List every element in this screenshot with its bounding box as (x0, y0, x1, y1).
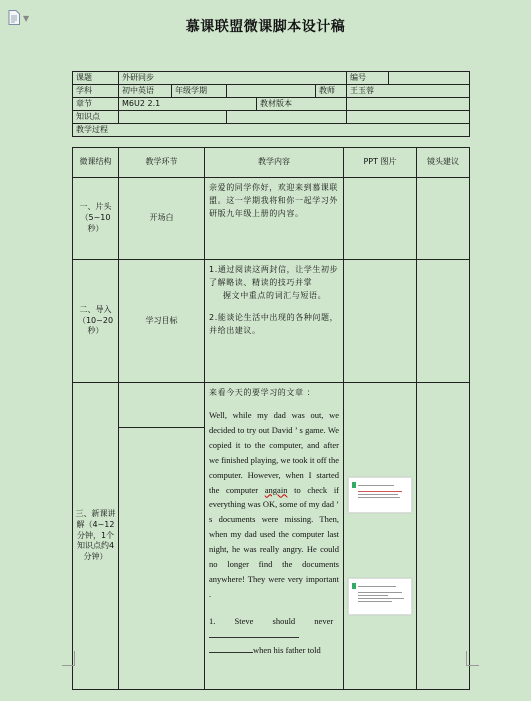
row-step: 学习目标 (119, 260, 205, 383)
goal-2: 2.能谈论生活中出现的各种问题，并给出建议。 (209, 312, 339, 335)
grade-value (227, 85, 316, 98)
table-header-row (73, 148, 470, 178)
grade-label: 年级学期 (172, 85, 227, 98)
table-row (73, 178, 470, 260)
knowledge-value-3 (347, 111, 470, 124)
row-step: 开场白 (119, 178, 205, 260)
passage-intro: 来看今天的要学习的文章 ： (209, 388, 316, 397)
step-divider (119, 383, 204, 428)
process-label: 教学过程 (73, 124, 470, 137)
header-structure: 微课结构 (73, 148, 119, 178)
row-step (119, 383, 205, 690)
table-row (73, 260, 470, 383)
passage-text (209, 408, 339, 601)
answer-blank[interactable] (209, 644, 253, 653)
subject-label: 学科 (73, 85, 119, 98)
question-1-tail: when his father told (253, 645, 321, 656)
row-content: 亲爱的同学你好，欢迎来到慕课联盟。这一学期我将和你一起学习外研版九年级上册的内容。 (205, 178, 344, 260)
info-row (73, 85, 470, 98)
header-step: 教学环节 (119, 148, 205, 178)
textbook-label: 教材版本 (257, 98, 347, 111)
crop-mark (62, 651, 75, 666)
number-value (389, 72, 470, 85)
header-content: 教学内容 (205, 148, 344, 178)
row-ppt (344, 178, 417, 260)
row-ppt (344, 260, 417, 383)
chapter-value: M6U2 2.1 (119, 98, 257, 111)
question-1: 1. Steve should never (209, 615, 334, 626)
question-1-continued (209, 643, 339, 658)
ppt-thumbnail[interactable] (348, 477, 412, 513)
row-camera (417, 178, 470, 260)
number-label: 编号 (347, 72, 389, 85)
passage-part: to check if everything was OK, some of my dad ’ s documents were missing. Then, when my dad used the computer last night, he was really angry. He could no longer find the documents anywhere! They were very important . (209, 484, 340, 599)
teacher-label: 教师 (316, 85, 347, 98)
topic-value: 外研同步 (119, 72, 347, 85)
misspelled-word: angain (264, 484, 288, 495)
info-row (73, 111, 470, 124)
info-row (73, 72, 470, 85)
row-camera (417, 383, 470, 690)
passage-part: Well, while my dad was out, we decided to try out David ’ s game. We copied it to the computer, and after we finished playing, we took it off the computer. However, when I started the computer (209, 410, 339, 495)
info-table (72, 71, 470, 137)
goal-1-continued: 握文中重点的词汇与短语。 (223, 291, 327, 301)
header-camera: 镜头建议 (417, 148, 470, 178)
ppt-thumbnail[interactable] (348, 578, 412, 615)
knowledge-label: 知识点 (73, 111, 119, 124)
subject-value: 初中英语 (119, 85, 172, 98)
row-structure: 二、导入（10~20秒） (73, 260, 119, 383)
knowledge-value-2 (227, 111, 347, 124)
row-structure: 一、片头（5~10秒） (73, 178, 119, 260)
dropdown-caret-icon[interactable]: ▼ (23, 14, 30, 23)
answer-blank[interactable] (209, 629, 299, 638)
row-structure: 三、新课讲解（4~12分钟，1个知识点约4分钟） (73, 383, 119, 690)
topic-label: 课题 (73, 72, 119, 85)
info-row (73, 124, 470, 137)
goal-1: 1.通过阅读这两封信，让学生初步了解略读、精读的技巧并掌 (209, 265, 339, 288)
textbook-value (347, 98, 470, 111)
row-content (205, 383, 344, 690)
row-camera (417, 260, 470, 383)
page-title: 慕课联盟微课脚本设计稿 (185, 19, 346, 35)
question-1-blank-line (209, 628, 339, 643)
row-ppt (344, 383, 417, 690)
knowledge-value (119, 111, 227, 124)
header-ppt: PPT 图片 (344, 148, 417, 178)
table-row (73, 383, 470, 690)
info-row (73, 98, 470, 111)
row-content (205, 260, 344, 383)
teacher-value: 王玉蓉 (347, 85, 470, 98)
chapter-label: 章节 (73, 98, 119, 111)
crop-mark (466, 651, 479, 666)
